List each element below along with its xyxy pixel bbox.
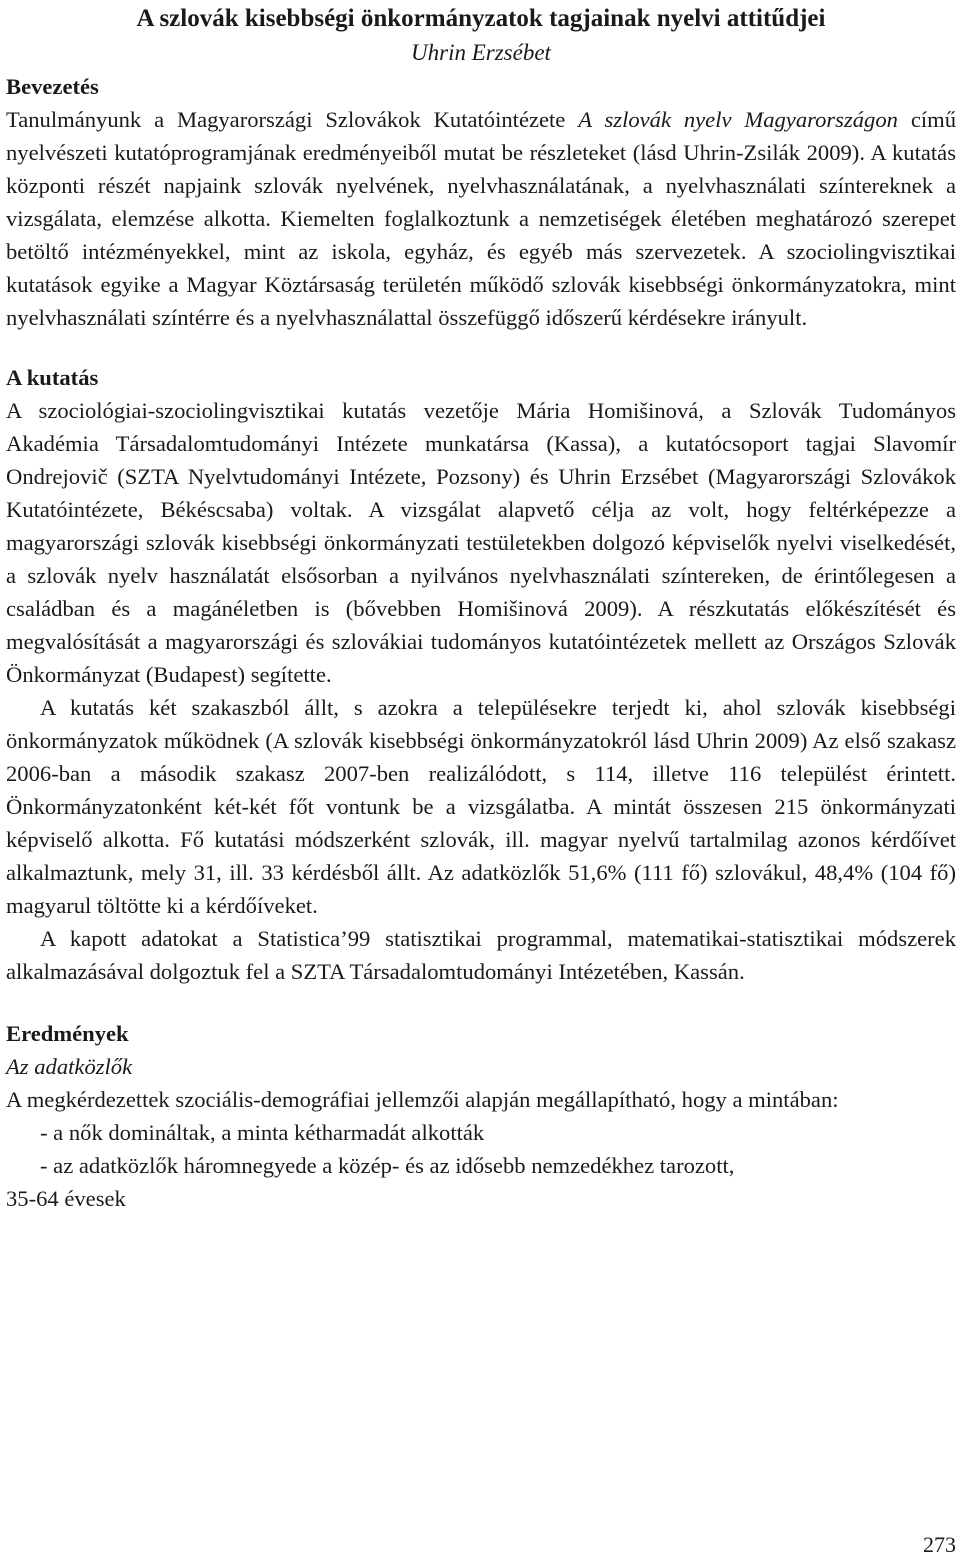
program-title: A szlovák nyelv Magyarországon xyxy=(578,107,898,132)
list-item: - az adatközlők háromnegyede a közép- és az idősebb nemzedékhez tarozott, xyxy=(40,1153,735,1178)
section-heading-research: A kutatás xyxy=(6,365,99,390)
results-intro: A megkérdezettek szociális-demográfiai jellemzői alapján megállapítható, hogy a mintában: xyxy=(6,1087,839,1112)
article-author: Uhrin Erzsébet xyxy=(411,40,551,65)
subheading-informants: Az adatközlők xyxy=(6,1054,133,1079)
intro-text-end: című nyelvészeti kutatóprogramjának eredményeiből mutat be részleteket (lásd Uhrin-Zsilák 2009). A kutatás központi részét napjaink szlovák nyelvének, nyelvhasználatának, a nyelvhasználati színtereknek a vizsgálata, elemzése alkotta. Kiemelten foglalkoztunk a nemzetiségek életében meghatározó szerepet betöltő intézményekkel, mint az iskola, egyház, és egyéb más szervezetek. A szociolingvisztikai kutatások egyike a Magyar Köztársaság területén működő szlovák kisebbségi önkormányzatokra, mint nyelvhasználati színtérre és a nyelvhasználattal összefüggő időszerű kérdésekre irányult. xyxy=(6,107,956,330)
document-page xyxy=(6,2,956,1215)
list-item: - a nők domináltak, a minta kétharmadát alkották xyxy=(40,1120,485,1145)
article-title: A szlovák kisebbségi önkormányzatok tagjainak nyelvi attitűdjei xyxy=(136,5,826,32)
list-continuation: 35-64 évesek xyxy=(6,1186,126,1211)
section-heading-results: Eredmények xyxy=(6,1021,129,1046)
research-paragraph-3: A kapott adatokat a Statistica’99 statisztikai programmal, matematikai-statisztikai módszerek alkalmazásával dolgoztuk fel a SZTA Társadalomtudományi Intézetében, Kassán. xyxy=(6,926,956,984)
research-paragraph-1: A szociológiai-szociolingvisztikai kutatás vezetője Mária Homišinová, a Szlovák Tudományos Akadémia Társadalomtudományi Intézete munkatársa (Kassa), a kutatócsoport tagjai Slavomír Ondrejovič (SZTA Nyelvtudományi Intézete, Pozsony) és Uhrin Erzsébet (Magyarországi Szlovákok Kutatóintézete, Békéscsaba) voltak. A vizsgálat alapvető célja az volt, hogy feltérképezze a magyarországi szlovák kisebbségi önkormányzati testületekben dolgozó képviselők nyelvi viselkedését, a szlovák nyelv használatát elsősorban a nyilvános nyelvhasználati színtereken, de érintőlegesen a családban és a magánéletben is (bővebben Homišinová 2009). A részkutatás előkészítését és megvalósítását a magyarországi és szlovákiai tudományos kutatóintézetek mellett az Országos Szlovák Önkormányzat (Budapest) segítette. xyxy=(6,398,956,687)
intro-text-start: Tanulmányunk a Magyarországi Szlovákok Kutatóintézete xyxy=(6,107,579,132)
research-paragraph-2: A kutatás két szakaszból állt, s azokra a településekre terjedt ki, ahol szlovák kisebbségi önkormányzatok működnek (A szlovák kisebbségi önkormányzatokról lásd Uhrin 2009) Az első szakasz 2006-ban a második szakasz 2007-ben realizálódott, s 114, illetve 116 települést érintett. Önkormányzatonként két-két főt vontunk be a vizsgálatba. A mintát összesen 215 önkormányzati képviselő alkotta. Fő kutatási módszerként szlovák, ill. magyar nyelvű tartalmilag azonos kérdőívet alkalmaztunk, mely 31, ill. 33 kérdésből állt. Az adatközlők 51,6% (111 fő) szlovákul, 48,4% (104 fő) magyarul töltötte ki a kérdőíveket. xyxy=(6,695,956,918)
section-spacer xyxy=(6,988,956,1017)
section-heading-intro: Bevezetés xyxy=(6,74,99,99)
intro-paragraph xyxy=(6,103,956,334)
page-number: 273 xyxy=(923,1532,956,1557)
section-spacer xyxy=(6,334,956,361)
